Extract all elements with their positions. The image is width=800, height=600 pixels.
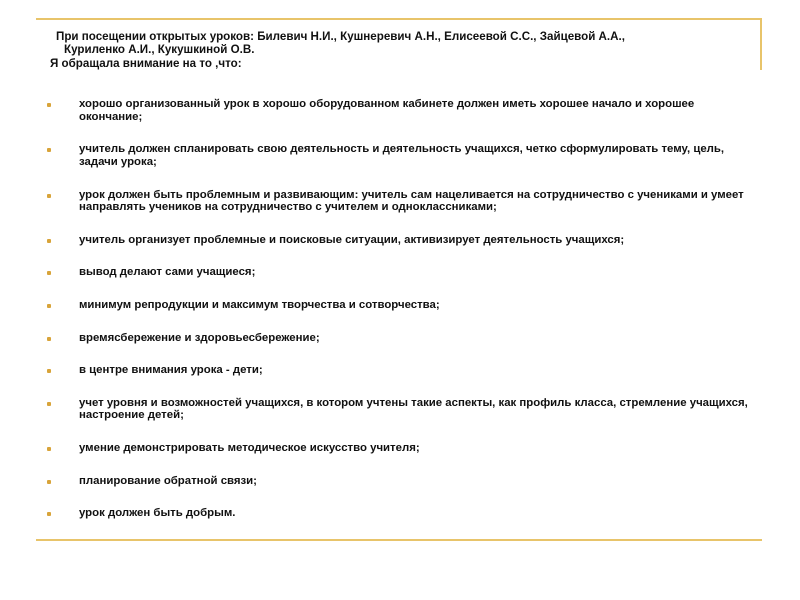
- list-item: [44, 332, 760, 345]
- intro-text: [44, 30, 760, 70]
- list-item: [44, 442, 760, 455]
- frame-right-line: [760, 18, 762, 70]
- frame-top-line: [36, 18, 762, 20]
- list-item-text: планирование обратной связи;: [79, 474, 257, 487]
- list-item-text: времясбережение и здоровьесбережение;: [79, 331, 320, 344]
- list-item-text: минимум репродукции и максимум творчества и сотворчества;: [79, 298, 440, 311]
- list-item-text: хорошо организованный урок в хорошо оборудованном кабинете должен иметь хорошее начало и хорошее окончание;: [79, 98, 695, 123]
- slide-content: [44, 30, 760, 540]
- list-item-text: учитель организует проблемные и поисковые ситуации, активизирует деятельность учащихся;: [79, 233, 625, 246]
- bullet-square-icon: [47, 271, 51, 275]
- list-item: [44, 364, 760, 377]
- list-item-text: урок должен быть проблемным и развивающим: учитель сам нацеливается на сотрудничество с учениками и умеет направлять учеников на сотрудничество с учителем и одноклассниками;: [79, 188, 744, 214]
- list-item-text: вывод делают сами учащиеся;: [79, 266, 256, 279]
- bullet-square-icon: [47, 480, 51, 484]
- list-item: [44, 189, 760, 214]
- bullet-square-icon: [47, 512, 51, 516]
- list-item: [44, 299, 760, 312]
- list-item-text: в центре внимания урока - дети;: [79, 364, 263, 377]
- intro-line-3: Я обращала внимание на то ,что:: [50, 56, 242, 70]
- list-item: [44, 266, 760, 279]
- list-item-text: учитель должен спланировать свою деятельность и деятельность учащихся, четко сформулировать тему, цель, задачи урока;: [79, 143, 725, 168]
- bullet-square-icon: [47, 447, 51, 451]
- frame-bottom-line: [36, 539, 762, 541]
- bullet-square-icon: [47, 239, 51, 243]
- list-item: [44, 507, 760, 520]
- list-item: [44, 397, 760, 422]
- list-item-text: учет уровня и возможностей учащихся, в котором учтены такие аспекты, как профиль класса, стремление учащихся, настроение детей;: [79, 396, 748, 422]
- bullet-square-icon: [47, 194, 51, 198]
- bullet-square-icon: [47, 337, 51, 341]
- list-item-text: умение демонстрировать методическое искусство учителя;: [79, 441, 420, 454]
- list-item: [44, 234, 760, 247]
- list-item: [44, 475, 760, 488]
- list-item-text: урок должен быть добрым.: [79, 507, 236, 520]
- list-item: [44, 98, 760, 123]
- bullet-square-icon: [47, 103, 51, 107]
- bullet-square-icon: [47, 402, 51, 406]
- bullet-list: [44, 98, 760, 520]
- bullet-square-icon: [47, 148, 51, 152]
- bullet-square-icon: [47, 304, 51, 308]
- list-item: [44, 143, 760, 168]
- intro-line-2: Куриленко А.И., Кукушкиной О.В.: [64, 43, 255, 57]
- bullet-square-icon: [47, 369, 51, 373]
- intro-line-1: При посещении открытых уроков: Билевич Н.И., Кушнеревич А.Н., Елисеевой С.С., Зайцевой А.А.,: [56, 30, 625, 43]
